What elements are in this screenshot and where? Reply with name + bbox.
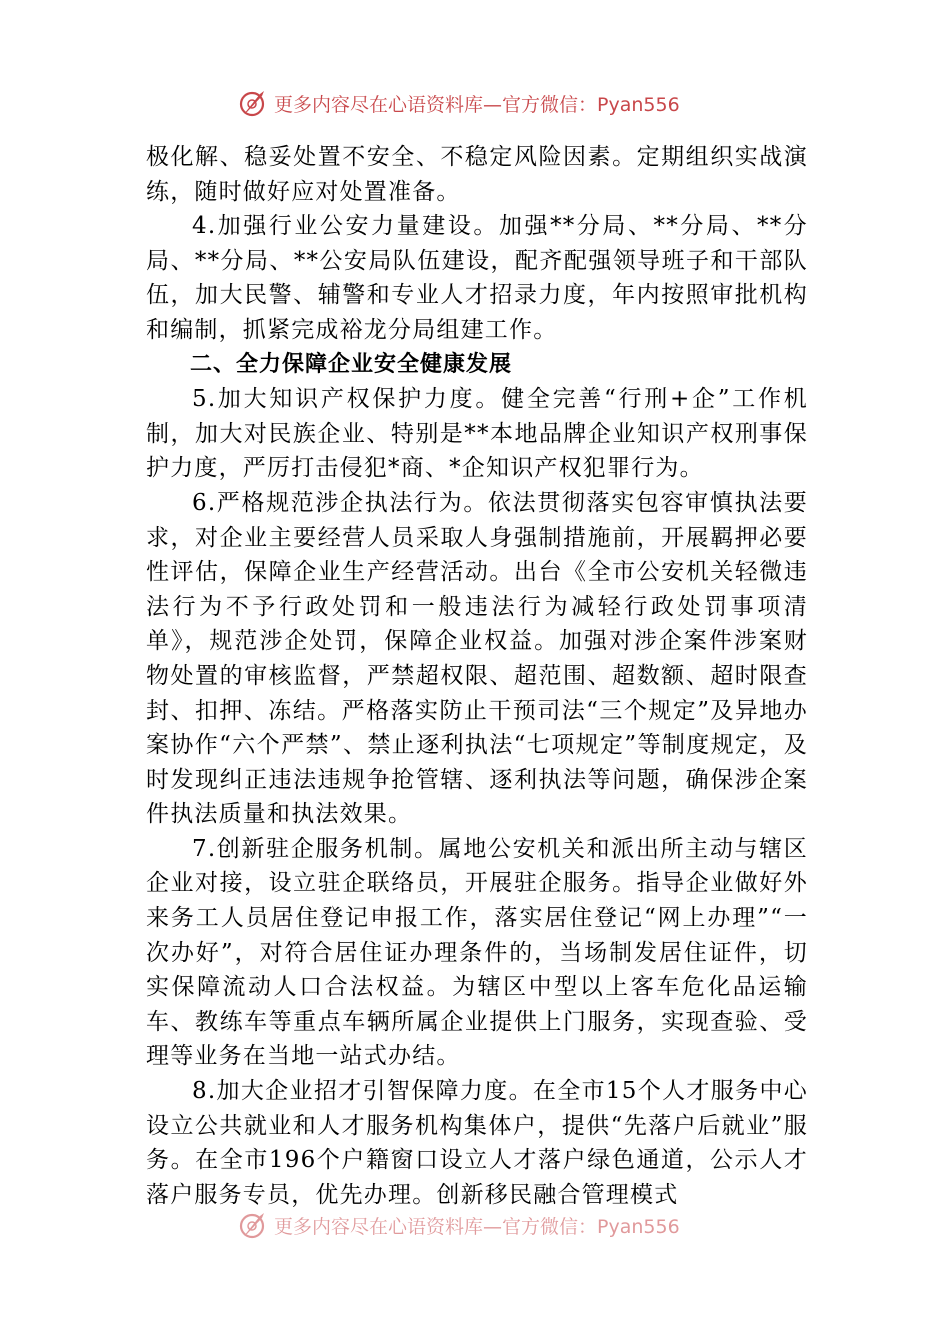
watermark-text: 更多内容尽在心语资料库—官方微信：Pyan556 bbox=[274, 1215, 680, 1238]
document-body bbox=[146, 140, 808, 1212]
section-heading-2: 二、全力保障企业安全健康发展 bbox=[190, 351, 513, 377]
watermark-header bbox=[238, 86, 738, 120]
paragraph-item-4: 4.加强行业公安力量建设。加强**分局、**分局、**分局、**分局、**公安局队伍建设，配齐配强领导班子和干部队伍，加大民警、辅警和专业人才招录力度，年内按照审批机构和编制，抓紧完成裕龙分局组建工作。 bbox=[146, 213, 808, 343]
paragraph-item-5: 5.加大知识产权保护力度。健全完善“行刑+企”工作机制，加大对民族企业、特别是**本地品牌企业知识产权刑事保护力度，严厉打击侵犯*商、*企知识产权犯罪行为。 bbox=[146, 386, 808, 482]
quill-seal-logo-icon bbox=[238, 1210, 268, 1240]
paragraph-item-6: 6.严格规范涉企执法行为。依法贯彻落实包容审慎执法要求，对企业主要经营人员采取人身强制措施前，开展羁押必要性评估，保障企业生产经营活动。出台《全市公安机关轻微违法行为不予行政处罚和一般违法行为减轻行政处罚事项清单》，规范涉企处罚，保障企业权益。加强对涉企案件涉案财物处置的审核监督，严禁超权限、超范围、超数额、超时限查封、扣押、冻结。严格落实防止干预司法“三个规定”及异地办案协作“六个严禁”、禁止逐利执法“七项规定”等制度规定，及时发现纠正违法违规争抢管辖、逐利执法等问题，确保涉企案件执法质量和执法效果。 bbox=[146, 489, 808, 828]
paragraph-item-7: 7.创新驻企服务机制。属地公安机关和派出所主动与辖区企业对接，设立驻企联络员，开展驻企服务。指导企业做好外来务工人员居住登记申报工作，落实居住登记“网上办理”“一次办好”，对符合居住证办理条件的，当场制发居住证件，切实保障流动人口合法权益。为辖区中型以上客车危化品运输车、教练车等重点车辆所属企业提供上门服务，实现查验、受理等业务在当地一站式办结。 bbox=[146, 835, 808, 1070]
quill-seal-logo-icon bbox=[238, 88, 268, 118]
paragraph-item-8: 8.加大企业招才引智保障力度。在全市15个人才服务中心设立公共就业和人才服务机构集体户，提供“先落户后就业”服务。在全市196个户籍窗口设立人才落户绿色通道，公示人才落户服务专员，优先办理。创新移民融合管理模式 bbox=[146, 1078, 808, 1208]
paragraph-continued: 极化解、稳妥处置不安全、不稳定风险因素。定期组织实战演练，随时做好应对处置准备。 bbox=[146, 144, 808, 205]
watermark-footer bbox=[238, 1208, 738, 1242]
watermark-text: 更多内容尽在心语资料库—官方微信：Pyan556 bbox=[274, 93, 680, 116]
